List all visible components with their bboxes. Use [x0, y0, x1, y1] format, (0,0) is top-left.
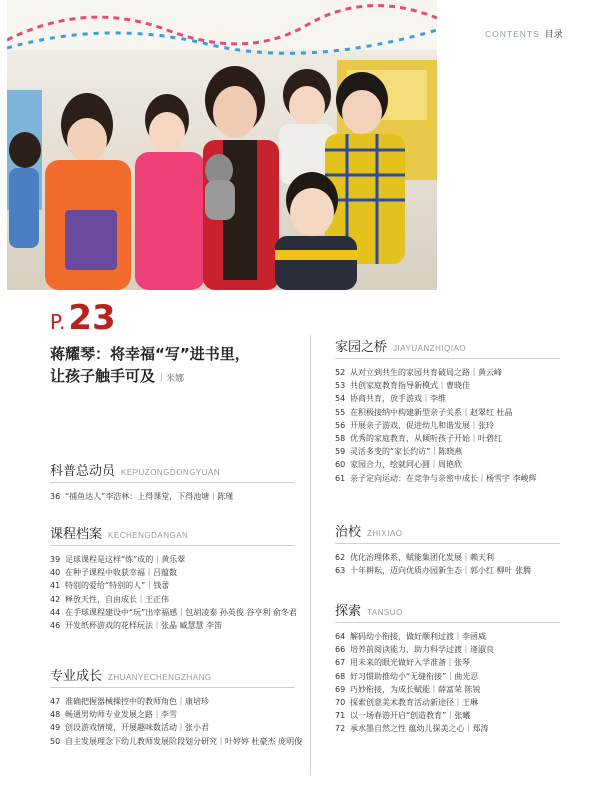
toc-entry-page: 55: [335, 407, 346, 417]
section-title: 家园之桥: [335, 340, 388, 355]
page-number: 23: [68, 298, 116, 338]
toc-entry-page: 44: [50, 607, 61, 617]
toc-entry-title: 从对立到共生的家园共育破局之路｜黄云峰: [350, 368, 502, 377]
toc-entry-title: 释放天性，自由成长｜王正伟: [65, 594, 169, 604]
section-title: 探索: [335, 604, 362, 619]
toc-entry-title: 灵活多变的“家长约访”｜陈晓燕: [350, 447, 463, 457]
toc-entry-page: 54: [335, 394, 346, 404]
toc-entry[interactable]: [335, 656, 560, 669]
section-rule: [335, 358, 560, 359]
toc-entry-title: 开发纸杯游戏的花样玩法｜张晶 臧慧慧 李笛: [65, 621, 223, 631]
toc-entry-page: 46: [50, 621, 61, 631]
section-jiayuan: [335, 336, 560, 485]
toc-entry[interactable]: [335, 696, 560, 709]
toc-entry-title: 巧妙衔接，为成长赋能｜薛富荣 陈锐: [350, 684, 481, 694]
toc-entry-title: 亲子定向运动：在竞争与亲密中成长｜杨雪宇 李峻辉: [350, 473, 537, 483]
toc-entry[interactable]: [50, 708, 295, 721]
toc-entry[interactable]: [50, 553, 295, 566]
toc-entry-page: 70: [335, 698, 346, 708]
toc-entry-title: 家园合力，绘就同心圆｜周艳欣: [350, 460, 462, 470]
toc-entry[interactable]: [335, 630, 560, 643]
toc-entry[interactable]: [335, 406, 560, 419]
feature-title[interactable]: [50, 343, 250, 390]
toc-entry[interactable]: [335, 458, 560, 471]
toc-entry[interactable]: [335, 419, 560, 432]
contents-label-en: CONTENTS: [485, 29, 540, 39]
toc-entry[interactable]: [50, 619, 295, 632]
section-pinyin: TANSUO: [367, 608, 403, 617]
toc-entry[interactable]: [335, 392, 560, 405]
feature-title-line1: 蒋耀琴：将幸福“写”进书里，: [50, 345, 250, 363]
toc-entry-title: 承水墨自然之性 蕴幼儿探美之心｜郑涛: [350, 724, 489, 734]
toc-entry-page: 47: [50, 697, 61, 706]
section-pinyin: ZHUANYECHENGZHANG: [108, 673, 212, 682]
section-rule: [335, 622, 560, 623]
toc-entry-page: 48: [50, 710, 61, 720]
toc-entry-title: 在种子课程中收获幸福｜吕蕴数: [65, 568, 177, 578]
toc-entry[interactable]: [50, 721, 295, 734]
toc-entry[interactable]: [50, 579, 295, 592]
toc-entry-title: 开展亲子游戏，促进幼儿和谐发展｜张玲: [350, 420, 494, 430]
feature-title-line2: 让孩子触手可及: [50, 367, 156, 385]
toc-entry-title: 用未来的眼光做好入学准备｜张琴: [350, 658, 470, 668]
toc-entry-page: 42: [50, 594, 61, 604]
toc-entry-page: 39: [50, 555, 61, 564]
toc-entry[interactable]: [335, 670, 560, 683]
toc-entry-title: 好习惯助推幼小“无缝衔接”｜曲光忍: [350, 671, 479, 681]
toc-entry-title: 探索创意美术教育活动新途径｜王琳: [350, 698, 478, 708]
toc-entry-title: 协商共育，放手游戏｜李维: [350, 394, 446, 404]
toc-entry[interactable]: [335, 472, 560, 485]
toc-entry-page: 69: [335, 684, 346, 694]
toc-entry-title: 优化治理体系，赋能集团化发展｜赖天利: [350, 553, 494, 562]
feature-page-number: [50, 298, 116, 338]
toc-entry-page: 71: [335, 711, 346, 721]
toc-entry[interactable]: [50, 735, 303, 748]
toc-entry[interactable]: [50, 695, 295, 708]
contents-label-zh: 目录: [544, 29, 563, 39]
cover-photo: [7, 0, 437, 290]
toc-entry-page: 40: [50, 568, 61, 578]
toc-entry[interactable]: [335, 551, 560, 564]
toc-entry[interactable]: [335, 366, 560, 379]
section-title: 治校: [335, 525, 362, 540]
toc-entry-page: 41: [50, 581, 61, 591]
toc-entry-title: 以一场春游开启“创造教育”｜张曦: [350, 711, 471, 721]
toc-entry-page: 58: [335, 434, 346, 444]
toc-entry[interactable]: [335, 445, 560, 458]
section-title: 专业成长: [50, 669, 103, 684]
toc-entry-page: 60: [335, 460, 346, 470]
toc-entry-title: 足球课程是这样“炼”成的｜黄乐翠: [65, 555, 186, 564]
toc-entry-title: 自主发展理念下幼儿教师发展阶段划分研究｜叶婷婷 杜豪杰 庞明俊: [65, 736, 303, 746]
column-divider: [310, 335, 311, 775]
toc-entry-title: 优秀的家庭教育，从倾听孩子开始｜叶碧红: [350, 434, 502, 444]
toc-entry-page: 61: [335, 473, 346, 483]
toc-entry[interactable]: [335, 709, 560, 722]
section-title: 课程档案: [50, 527, 103, 542]
toc-entry-title: 共创家庭教育指导新模式｜曹晓佳: [350, 381, 470, 391]
toc-entry[interactable]: [335, 564, 560, 577]
toc-entry-page: 36: [50, 492, 61, 501]
toc-entry-title: 准确把握器械操控中的教师角色｜康培珍: [65, 697, 209, 706]
section-pinyin: JIAYUANZHIQIAO: [393, 344, 467, 353]
toc-entry-title: 十年耕耘，迈向优质办园新生态｜郭小红 柳叶 张腾: [350, 566, 532, 576]
toc-entry-title: “捕鱼达人”李浩林：上得课堂，下得池塘｜陈瑾: [65, 492, 234, 501]
toc-entry-title: 创设游戏情境，开展趣味数活动｜张小君: [65, 723, 209, 733]
toc-entry-page: 52: [335, 368, 346, 377]
toc-entry-title: 培养前阅读能力，助力科学过渡｜逄淑良: [350, 645, 494, 655]
toc-entry[interactable]: [50, 490, 295, 503]
toc-entry-page: 50: [50, 736, 61, 746]
toc-entry-title: 在手球课程建设中“玩”出幸福感｜包胡凌泰 孙英俊 谷亨利 俞冬君: [65, 607, 297, 617]
toc-entry-title: 解码幼小衔接，做好顺利过渡｜李函威: [350, 632, 486, 641]
toc-entry-page: 66: [335, 645, 346, 655]
section-zhixiao: [335, 521, 560, 577]
toc-entry-page: 72: [335, 724, 346, 734]
cover-photo-illustration: [7, 0, 437, 290]
contents-label: [485, 27, 563, 40]
toc-entry-title: 特别的爱给“特别的人”｜钱蕾: [65, 581, 170, 591]
section-zhuanye: [50, 665, 303, 748]
toc-entry-page: 64: [335, 632, 346, 641]
toc-entry-page: 68: [335, 671, 346, 681]
toc-entry-title: 在积极接纳中构建新型亲子关系｜赵翠红 杜晶: [350, 407, 513, 417]
toc-entry[interactable]: [50, 606, 295, 619]
section-rule: [50, 545, 295, 546]
page-prefix: P.: [50, 310, 66, 334]
section-rule: [335, 543, 560, 544]
section-pinyin: ZHIXIAO: [367, 529, 403, 538]
section-pinyin: KECHENGDANGAN: [108, 531, 189, 540]
section-tansuo: [335, 600, 560, 736]
section-rule: [50, 482, 295, 483]
toc-entry[interactable]: [335, 722, 560, 735]
toc-entry[interactable]: [335, 683, 560, 696]
toc-entry[interactable]: [335, 643, 560, 656]
toc-entry-page: 53: [335, 381, 346, 391]
feature-author: ｜米娜: [157, 374, 185, 384]
feature-author-name: 米娜: [166, 374, 185, 384]
section-kepu: [50, 460, 295, 503]
toc-entry[interactable]: [50, 593, 295, 606]
toc-entry-page: 56: [335, 420, 346, 430]
section-pinyin: KEPUZONGDONGYUAN: [121, 468, 221, 477]
toc-entry[interactable]: [335, 379, 560, 392]
toc-entry[interactable]: [50, 566, 295, 579]
toc-entry-page: 59: [335, 447, 346, 457]
section-rule: [50, 687, 295, 688]
toc-entry-page: 62: [335, 553, 346, 562]
toc-entry-page: 49: [50, 723, 61, 733]
toc-entry[interactable]: [335, 432, 560, 445]
toc-entry-page: 67: [335, 658, 346, 668]
toc-entry-page: 63: [335, 566, 346, 576]
toc-entry-title: 畅通男幼师专业发展之路｜李雪: [65, 710, 177, 720]
section-kecheng: [50, 523, 295, 632]
section-title: 科普总动员: [50, 464, 116, 479]
